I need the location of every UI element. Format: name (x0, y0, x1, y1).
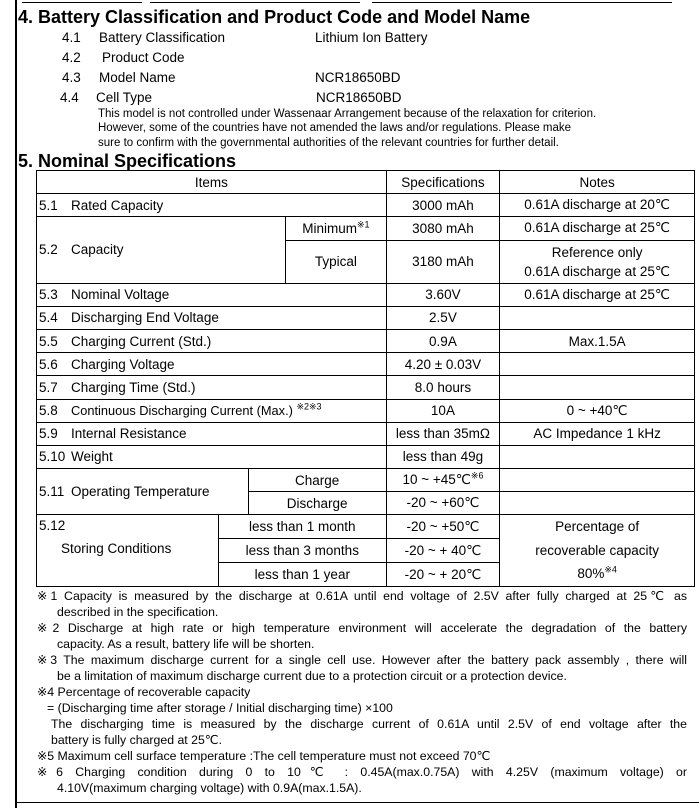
header-specifications: Specifications (386, 171, 500, 194)
spec-value: -20 ~ +60℃ (386, 492, 500, 515)
minimum-text: Minimum (302, 220, 357, 236)
row-4-3-value: NCR18650BD (315, 70, 401, 85)
note-value (500, 306, 695, 329)
footnote-mark: ※6 (470, 470, 484, 481)
capacity-typical-label: Typical (286, 240, 387, 283)
capacity-minimum-label (286, 217, 387, 240)
row-4-1-num: 4.1 (62, 30, 81, 45)
footnote-4: ※4 Percentage of recoverable capacity (37, 685, 251, 699)
note-value (500, 469, 695, 492)
row-4-3-num: 4.3 (62, 70, 81, 85)
section-5-heading: 5. Nominal Specifications (18, 151, 237, 171)
note-line: 0.61A discharge at 25℃ (524, 263, 670, 279)
table-row (37, 445, 695, 468)
spec-value: -20 ~ +50℃ (386, 515, 500, 539)
row-number: 5.4 (37, 306, 69, 329)
footnote-1-cont: described in the specification. (57, 605, 219, 619)
note-text: 80% (577, 566, 605, 582)
row-4-2-label: Product Code (102, 50, 185, 65)
storage-period: less than 1 year (218, 563, 386, 587)
cut-text-fragment (150, 0, 360, 3)
row-number: 5.3 (37, 283, 69, 306)
item-label: Storing Conditions (61, 541, 172, 557)
storage-period: less than 3 months (218, 539, 386, 563)
cut-text-fragment (22, 0, 142, 3)
footnote-6-cont: 4.10V(maximum charging voltage) with 0.9A(max.1.5A). (57, 781, 362, 795)
footnote-4-formula: = (Discharging time after storage / Initial discharging time) ×100 (47, 701, 393, 715)
table-row (37, 515, 695, 539)
row-number: 5.10 (37, 445, 69, 468)
header-notes: Notes (500, 171, 695, 194)
item-label-text: Continuous Discharging Current (Max.) (70, 403, 293, 419)
item-label (69, 399, 386, 422)
spec-value: 4.20 ± 0.03V (386, 353, 500, 376)
row-number: 5.8 (37, 399, 69, 422)
left-border-rule (15, 0, 17, 808)
spec-value: 0.9A (386, 329, 500, 352)
row-number: 5.9 (37, 422, 69, 445)
spec-value: 3080 mAh (386, 217, 500, 240)
footnote-mark: ※1 (356, 219, 370, 230)
item-label: Rated Capacity (69, 194, 386, 217)
row-4-1-value: Lithium Ion Battery (315, 30, 428, 45)
spec-value: 3180 mAh (386, 240, 500, 283)
note-line: Reference only (551, 244, 643, 260)
spec-value: 10A (386, 399, 500, 422)
spec-value: less than 49g (386, 445, 500, 468)
note-value: 0 ~ +40℃ (500, 399, 695, 422)
spec-value: less than 35mΩ (386, 422, 500, 445)
spec-value: -20 ~ + 40℃ (386, 539, 500, 563)
note-value: 0.61A discharge at 25℃ (500, 283, 695, 306)
row-number: 5.2 (37, 217, 69, 283)
footnote-mark: ※4 (604, 564, 617, 575)
item-label: Capacity (69, 217, 286, 283)
operating-charge-label: Charge (248, 469, 386, 492)
cut-off-previous-line (0, 0, 699, 6)
cut-text-fragment (372, 0, 672, 3)
footnote-2: ※2 Discharge at high rate or high temperature environment will accelerate the degradation of the battery (37, 621, 687, 635)
row-4-2-num: 4.2 (62, 50, 81, 65)
note-value (500, 492, 695, 515)
spec-value: -20 ~ + 20℃ (386, 563, 500, 587)
table-header-row (37, 171, 695, 194)
row-4-4-value: NCR18650BD (316, 90, 402, 105)
item-label: Discharging End Voltage (69, 306, 386, 329)
row-number: 5.5 (37, 329, 69, 352)
note-value: Max.1.5A (500, 329, 695, 352)
storage-period: less than 1 month (218, 515, 386, 539)
note-value (500, 353, 695, 376)
table-row (37, 469, 695, 492)
header-items: Items (37, 171, 387, 194)
spec-value: 8.0 hours (386, 376, 500, 399)
nominal-specifications-table (36, 170, 695, 587)
row-number: 5.12 (39, 518, 66, 534)
spec-text: 10 ~ +45℃ (402, 472, 471, 488)
note-line: Percentage of (555, 519, 640, 535)
item-label: Charging Current (Std.) (69, 329, 386, 352)
table-row (37, 399, 695, 422)
footnote-6: ※6 Charging condition during 0 to 10℃ : 0.45A(max.0.75A) with 4.25V (maximum voltage) or (37, 765, 687, 779)
footnote-1: ※1 Capacity is measured by the discharge at 0.61A until end voltage of 2.5V after fully charged at 25℃ as (37, 589, 687, 603)
footnote-3: ※3 The maximum discharge current for a single cell use. However after the battery pack assembly , there will (37, 653, 687, 667)
note-line: recoverable capacity (535, 542, 660, 558)
note-line (502, 562, 692, 586)
wassenaar-note-line: This model is not controlled under Wassenaar Arrangement because of the relaxation for criterion. (98, 108, 597, 120)
spec-value (386, 469, 500, 492)
footnote-mark: ※2※3 (296, 401, 322, 412)
table-row (37, 217, 695, 240)
row-4-4-label: Cell Type (96, 90, 153, 105)
footnote-5: ※5 Maximum cell surface temperature :The cell temperature must not exceed 70℃ (37, 749, 491, 763)
wassenaar-note-line: However, some of the countries have not amended the laws and/or regulations. Please make (98, 122, 572, 134)
table-row (37, 283, 695, 306)
note-value (500, 240, 695, 283)
wassenaar-note-line: sure to confirm with the governmental authorities of the relevant countries for further detail. (98, 137, 559, 149)
row-number: 5.7 (37, 376, 69, 399)
item-label: Charging Voltage (69, 353, 386, 376)
item-label: Weight (69, 445, 386, 468)
row-number: 5.11 (37, 469, 69, 515)
table-row (37, 353, 695, 376)
footnotes (37, 588, 687, 796)
storing-conditions-cell (37, 515, 219, 587)
row-number: 5.1 (37, 194, 69, 217)
note-value: 0.61A discharge at 25℃ (500, 217, 695, 240)
spec-value: 3.60V (386, 283, 500, 306)
footnote-4-detail: The discharging time is measured by the discharge current of 0.61A until 2.5V of end voltage after the (51, 717, 687, 731)
spec-value: 3000 mAh (386, 194, 500, 217)
spec-value: 2.5V (386, 306, 500, 329)
item-label: Charging Time (Std.) (69, 376, 386, 399)
footnote-4-detail-cont: battery is fully charged at 25℃. (51, 733, 223, 747)
operating-discharge-label: Discharge (248, 492, 386, 515)
note-value (500, 376, 695, 399)
footnote-3-cont: be a limitation of maximum discharge current due to a protection circuit or a protection device. (57, 669, 567, 683)
row-4-1-label: Battery Classification (99, 30, 226, 45)
note-value: AC Impedance 1 kHz (500, 422, 695, 445)
note-value: 0.61A discharge at 20℃ (500, 194, 695, 217)
table-row (37, 329, 695, 352)
item-label: Operating Temperature (69, 469, 248, 515)
bottom-rule (15, 802, 699, 803)
row-4-3-label: Model Name (99, 70, 176, 85)
footnote-2-cont: capacity. As a result, battery life will be shorten. (57, 637, 315, 651)
note-value (500, 445, 695, 468)
table-row (37, 422, 695, 445)
item-label: Nominal Voltage (69, 283, 386, 306)
note-value (500, 515, 695, 587)
table-row (37, 306, 695, 329)
table-row (37, 376, 695, 399)
item-label: Internal Resistance (69, 422, 386, 445)
row-4-4-num: 4.4 (60, 90, 79, 105)
row-number: 5.6 (37, 353, 69, 376)
section-4-heading: 4. Battery Classification and Product Code and Model Name (18, 7, 531, 27)
table-row (37, 194, 695, 217)
